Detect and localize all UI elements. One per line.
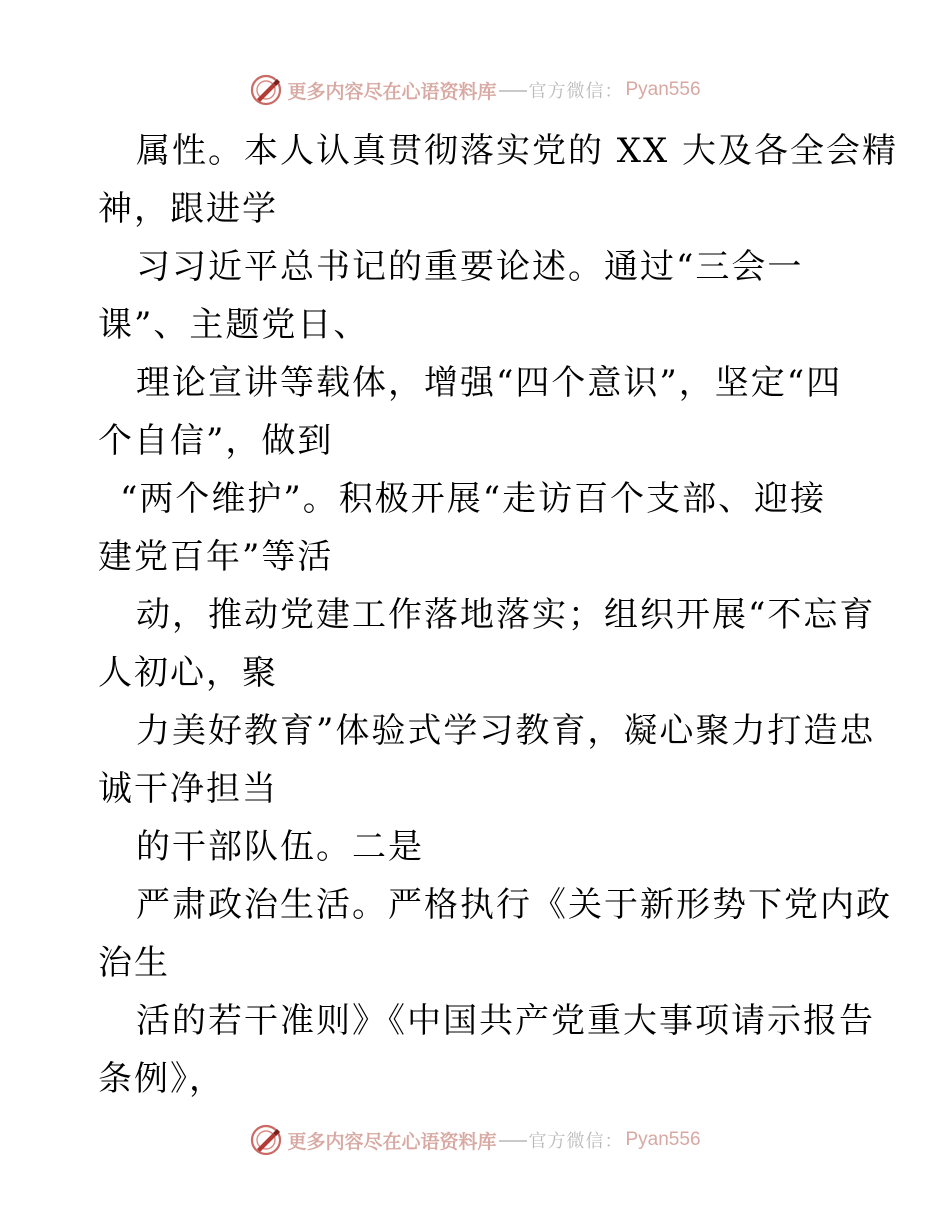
text-line: 诚干净担当 (98, 769, 278, 809)
text-line: 人初心，聚 (98, 653, 278, 693)
pen-logo-icon (249, 73, 283, 107)
document-body (98, 122, 899, 1108)
watermark-label: 官方微信： (528, 81, 624, 102)
text-line: 习习近平总书记的重要论述。通过“三会一 (136, 247, 804, 287)
watermark-label: 官方微信： (528, 1131, 624, 1152)
watermark-wechat-id: Pyan556 (625, 1129, 701, 1150)
text-line: 动，推动党建工作落地落实；组织开展“不忘育 (136, 595, 876, 635)
header-watermark (0, 70, 950, 110)
text-line: 活的若干准则》《中国共产党重大事项请示报告 (136, 1001, 875, 1041)
text-line: 条例》， (98, 1059, 225, 1099)
pen-logo-icon (249, 1123, 283, 1157)
text-line: 理论宣讲等载体，增强“四个意识”，坚定“四 (136, 363, 843, 403)
text-line: 个自信”，做到 (98, 421, 334, 461)
text-line: 的干部队伍。二是 (136, 827, 424, 867)
watermark-title: 更多内容尽在心语资料库 (287, 80, 497, 103)
text-line: 神，跟进学 (98, 189, 278, 229)
watermark-dash (499, 1140, 527, 1142)
text-line: 课”、主题党日、 (98, 305, 370, 345)
watermark-dash (499, 90, 527, 92)
text-line: 属性。本人认真贯彻落实党的 XX 大及各全会精 (136, 131, 899, 171)
watermark-wechat-id: Pyan556 (625, 79, 701, 100)
text-line: 建党百年”等活 (98, 537, 334, 577)
text-line: 治生 (98, 943, 170, 983)
text-line: 力美好教育”体验式学习教育，凝心聚力打造忠 (136, 711, 876, 751)
footer-watermark (0, 1120, 950, 1160)
watermark-title: 更多内容尽在心语资料库 (287, 1130, 497, 1153)
text-line: 严肃政治生活。严格执行《关于新形势下党内政 (136, 885, 892, 925)
text-line: “两个维护”。积极开展“走访百个支部、迎接 (120, 479, 827, 519)
